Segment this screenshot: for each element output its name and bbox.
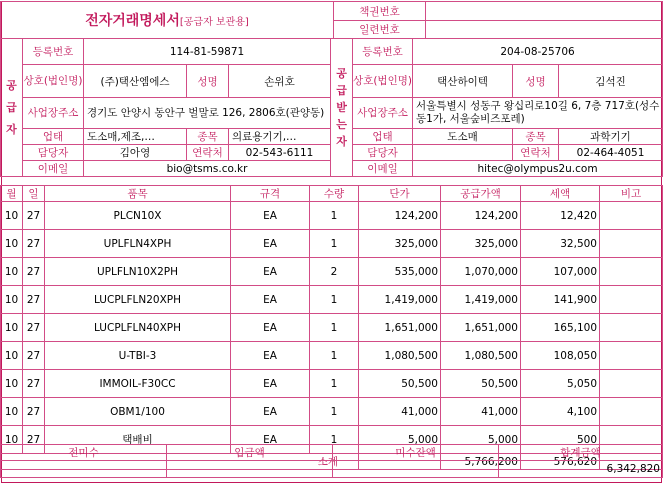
- parties-table: [0, 38, 663, 177]
- item-unit-price: 325,000: [359, 230, 441, 258]
- receiver-rep: 김석진: [559, 65, 663, 98]
- item-unit-price: 1,651,000: [359, 314, 441, 342]
- receiver-name: 택산하이텍: [413, 65, 513, 98]
- table-row: [1, 230, 663, 258]
- subtotal-tax: 576,620: [521, 454, 600, 470]
- supplier-rep: 손위호: [229, 65, 331, 98]
- item-unit-price: 50,500: [359, 370, 441, 398]
- item-qty: 1: [310, 230, 359, 258]
- item-note: [600, 202, 663, 230]
- item-month: 10: [1, 230, 23, 258]
- supplier-type-label: 업태: [23, 129, 84, 145]
- item-spec: EA: [231, 426, 310, 454]
- col-note: 비고: [600, 186, 663, 202]
- item-day: 27: [23, 342, 45, 370]
- item-qty: 1: [310, 286, 359, 314]
- item-day: 27: [23, 286, 45, 314]
- item-day: 27: [23, 230, 45, 258]
- receiver-reg-label: 등록번호: [353, 39, 413, 65]
- item-month: 10: [1, 202, 23, 230]
- item-product: OBM1/100: [45, 398, 231, 426]
- supplier-rep-label: 성명: [187, 65, 229, 98]
- item-day: 27: [23, 314, 45, 342]
- item-tax: 12,420: [521, 202, 600, 230]
- table-row: [1, 286, 663, 314]
- item-spec: EA: [231, 314, 310, 342]
- col-month: 월: [1, 186, 23, 202]
- items-table: [0, 185, 663, 470]
- item-supply: 5,000: [441, 426, 521, 454]
- item-product: UPLFLN4XPH: [45, 230, 231, 258]
- item-spec: EA: [231, 286, 310, 314]
- item-tax: 165,100: [521, 314, 600, 342]
- table-row: [1, 202, 663, 230]
- total-amount: 6,342,820: [499, 461, 663, 478]
- item-qty: 1: [310, 370, 359, 398]
- supplier-item: 의료용기기,…: [229, 129, 331, 145]
- receiver-phone: 02-464-4051: [559, 145, 663, 161]
- item-product: 택배비: [45, 426, 231, 454]
- item-product: U-TBI-3: [45, 342, 231, 370]
- book-no-label: 책권번호: [334, 2, 426, 21]
- receiver-rep-label: 성명: [513, 65, 559, 98]
- subtotal-supply: 5,766,200: [441, 454, 521, 470]
- supplier-name: (주)택산엠에스: [84, 65, 187, 98]
- footer-table: [0, 444, 663, 478]
- item-qty: 2: [310, 258, 359, 286]
- item-supply: 50,500: [441, 370, 521, 398]
- item-tax: 141,900: [521, 286, 600, 314]
- received-label: 입금액: [167, 445, 333, 461]
- item-supply: 325,000: [441, 230, 521, 258]
- col-product: 품목: [45, 186, 231, 202]
- supplier-type: 도소매,제조,…: [84, 129, 187, 145]
- item-unit-price: 5,000: [359, 426, 441, 454]
- item-supply: 124,200: [441, 202, 521, 230]
- receiver-name-label: 상호(법인명): [353, 65, 413, 98]
- item-qty: 1: [310, 426, 359, 454]
- item-day: 27: [23, 398, 45, 426]
- receiver-reg-no: 204-08-25706: [413, 39, 663, 65]
- receiver-contact: [413, 145, 513, 161]
- item-supply: 1,070,000: [441, 258, 521, 286]
- item-spec: EA: [231, 398, 310, 426]
- item-spec: EA: [231, 342, 310, 370]
- item-month: 10: [1, 314, 23, 342]
- item-tax: 5,050: [521, 370, 600, 398]
- item-tax: 108,050: [521, 342, 600, 370]
- item-qty: 1: [310, 202, 359, 230]
- col-unit-price: 단가: [359, 186, 441, 202]
- item-spec: EA: [231, 202, 310, 230]
- supplier-addr: 경기도 안양시 동안구 벌말로 126, 2806호(관양동): [84, 98, 331, 129]
- table-row: [1, 342, 663, 370]
- item-month: 10: [1, 426, 23, 454]
- receiver-item-label: 종목: [513, 129, 559, 145]
- receiver-email: hitec@olympus2u.com: [413, 161, 663, 177]
- item-spec: EA: [231, 230, 310, 258]
- supplier-contact: 김아영: [84, 145, 187, 161]
- supplier-contact-label: 담당자: [23, 145, 84, 161]
- item-product: PLCN10X: [45, 202, 231, 230]
- supplier-addr-label: 사업장주소: [23, 98, 84, 129]
- item-note: [600, 342, 663, 370]
- table-row: [1, 314, 663, 342]
- item-unit-price: 41,000: [359, 398, 441, 426]
- item-supply: 1,080,500: [441, 342, 521, 370]
- item-qty: 1: [310, 342, 359, 370]
- item-supply: 1,419,000: [441, 286, 521, 314]
- receiver-addr-label: 사업장주소: [353, 98, 413, 129]
- item-product: LUCPLFLN20XPH: [45, 286, 231, 314]
- total-label: 합계금액: [499, 445, 663, 461]
- item-note: [600, 258, 663, 286]
- table-row: [1, 398, 663, 426]
- prev-balance: [1, 461, 167, 478]
- item-qty: 1: [310, 314, 359, 342]
- item-note: [600, 370, 663, 398]
- serial-no-value: [426, 21, 663, 39]
- receiver-type-label: 업태: [353, 129, 413, 145]
- item-note: [600, 230, 663, 258]
- supplier-reg-label: 등록번호: [23, 39, 84, 65]
- item-day: 27: [23, 258, 45, 286]
- receiver-item: 과학기기: [559, 129, 663, 145]
- supplier-side-label: 공 급 자: [1, 39, 23, 177]
- item-spec: EA: [231, 370, 310, 398]
- item-product: LUCPLFLN40XPH: [45, 314, 231, 342]
- item-unit-price: 124,200: [359, 202, 441, 230]
- supplier-email-label: 이메일: [23, 161, 84, 177]
- items-header-row: [1, 186, 663, 202]
- item-tax: 500: [521, 426, 600, 454]
- item-unit-price: 1,080,500: [359, 342, 441, 370]
- prev-balance-label: 전미수: [1, 445, 167, 461]
- col-tax: 세액: [521, 186, 600, 202]
- receiver-side-label: 공 급 받 는 자: [331, 39, 353, 177]
- supplier-item-label: 종목: [187, 129, 229, 145]
- receiver-email-label: 이메일: [353, 161, 413, 177]
- item-day: 27: [23, 426, 45, 454]
- serial-no-label: 일련번호: [334, 21, 426, 39]
- item-month: 10: [1, 370, 23, 398]
- supplier-phone: 02-543-6111: [229, 145, 331, 161]
- item-spec: EA: [231, 258, 310, 286]
- item-month: 10: [1, 258, 23, 286]
- item-day: 27: [23, 370, 45, 398]
- supplier-reg-no: 114-81-59871: [84, 39, 331, 65]
- receiver-contact-label: 담당자: [353, 145, 413, 161]
- supplier-name-label: 상호(법인명): [23, 65, 84, 98]
- item-month: 10: [1, 286, 23, 314]
- item-supply: 41,000: [441, 398, 521, 426]
- document-title: [1, 2, 334, 39]
- header-table: [0, 1, 663, 39]
- table-row: [1, 258, 663, 286]
- title-subtitle: [공급자 보관용]: [179, 17, 249, 28]
- item-note: [600, 286, 663, 314]
- title-text: 전자거래명세서: [85, 13, 180, 29]
- unpaid: [333, 461, 499, 478]
- subtotal-label: 소계: [1, 454, 359, 470]
- item-product: UPLFLN10X2PH: [45, 258, 231, 286]
- book-no-value: [426, 2, 663, 21]
- table-row: [1, 370, 663, 398]
- item-tax: 107,000: [521, 258, 600, 286]
- col-qty: 수량: [310, 186, 359, 202]
- supplier-email: bio@tsms.co.kr: [84, 161, 331, 177]
- col-spec: 규격: [231, 186, 310, 202]
- receiver-type: 도소매: [413, 129, 513, 145]
- item-tax: 32,500: [521, 230, 600, 258]
- col-supply: 공급가액: [441, 186, 521, 202]
- item-month: 10: [1, 398, 23, 426]
- item-product: IMMOIL-F30CC: [45, 370, 231, 398]
- item-unit-price: 1,419,000: [359, 286, 441, 314]
- item-day: 27: [23, 202, 45, 230]
- item-note: [600, 398, 663, 426]
- item-qty: 1: [310, 398, 359, 426]
- col-day: 일: [23, 186, 45, 202]
- received: [167, 461, 333, 478]
- item-unit-price: 535,000: [359, 258, 441, 286]
- item-month: 10: [1, 342, 23, 370]
- item-note: [600, 314, 663, 342]
- receiver-phone-label: 연락처: [513, 145, 559, 161]
- item-tax: 4,100: [521, 398, 600, 426]
- unpaid-label: 미수잔액: [333, 445, 499, 461]
- item-supply: 1,651,000: [441, 314, 521, 342]
- receiver-addr: 서울특별시 성동구 왕십리로10길 6, 7층 717호(성수동1가, 서울숲비즈포레): [413, 98, 663, 129]
- supplier-phone-label: 연락처: [187, 145, 229, 161]
